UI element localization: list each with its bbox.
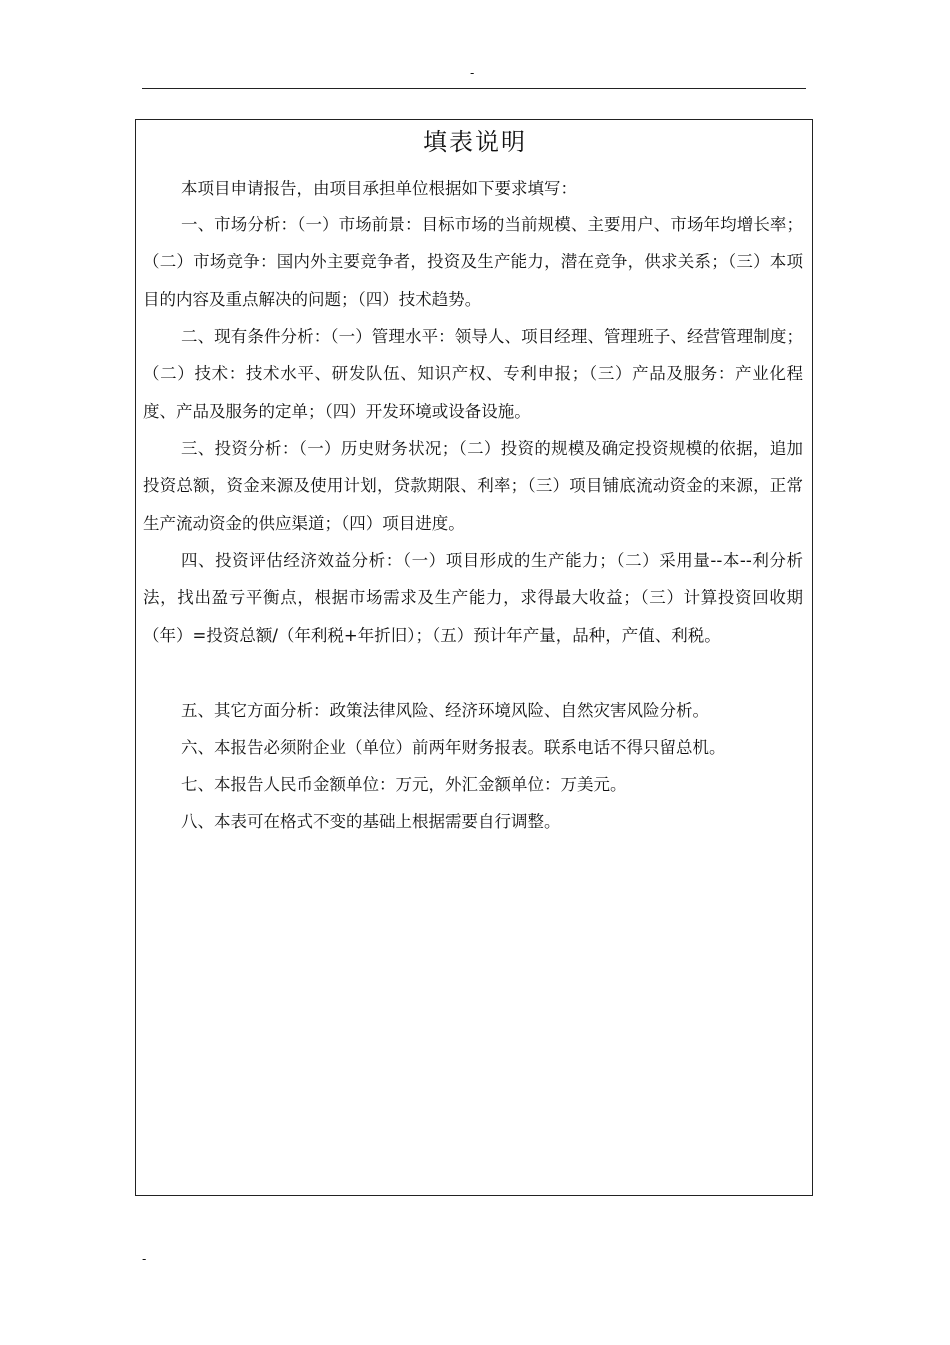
market-analysis-paragraph: 一、市场分析：（一）市场前景：目标市场的当前规模、主要用户、市场年均增长率；（二）市场竞争：国内外主要竞争者，投资及生产能力，潜在竞争，供求关系；（三）本项目的内容及重点解决的问题；（四）技术趋势。: [143, 215, 803, 309]
form-title: 填表说明: [423, 128, 527, 156]
header-mark: -: [470, 66, 475, 80]
intro-paragraph: 本项目申请报告，由项目承担单位根据如下要求填写：: [181, 179, 577, 198]
economic-benefit-paragraph: 四、投资评估经济效益分析：（一）项目形成的生产能力；（二）采用量--本--利分析法，找出盈亏平衡点，根据市场需求及生产能力，求得最大收益；（三）计算投资回收期（年）=投资总额/（年利税+年折旧）；（五）预计年产量，品种，产值、利税。: [143, 551, 803, 645]
format-adjustment-paragraph: 八、本表可在格式不变的基础上根据需要自行调整。: [181, 812, 561, 831]
currency-units-paragraph: 七、本报告人民币金额单位：万元，外汇金额单位：万美元。: [181, 775, 627, 794]
other-risks-paragraph: 五、其它方面分析：政策法律风险、经济环境风险、自然灾害风险分析。: [181, 701, 709, 720]
investment-analysis-paragraph: 三、投资分析：（一）历史财务状况；（二）投资的规模及确定投资规模的依据，追加投资总额，资金来源及使用计划，贷款期限、利率；（三）项目铺底流动资金的来源，正常生产流动资金的供应渠道；（四）项目进度。: [143, 439, 803, 533]
financial-statements-paragraph: 六、本报告必须附企业（单位）前两年财务报表。联系电话不得只留总机。: [181, 738, 726, 757]
header-rule: [142, 88, 806, 89]
footer-mark: -: [142, 1252, 147, 1266]
existing-conditions-paragraph: 二、现有条件分析：（一）管理水平：领导人、项目经理、管理班子、经营管理制度；（二）技术：技术水平、研发队伍、知识产权、专利申报；（三）产品及服务：产业化程度、产品及服务的定单；（四）开发环境或设备设施。: [143, 327, 803, 421]
